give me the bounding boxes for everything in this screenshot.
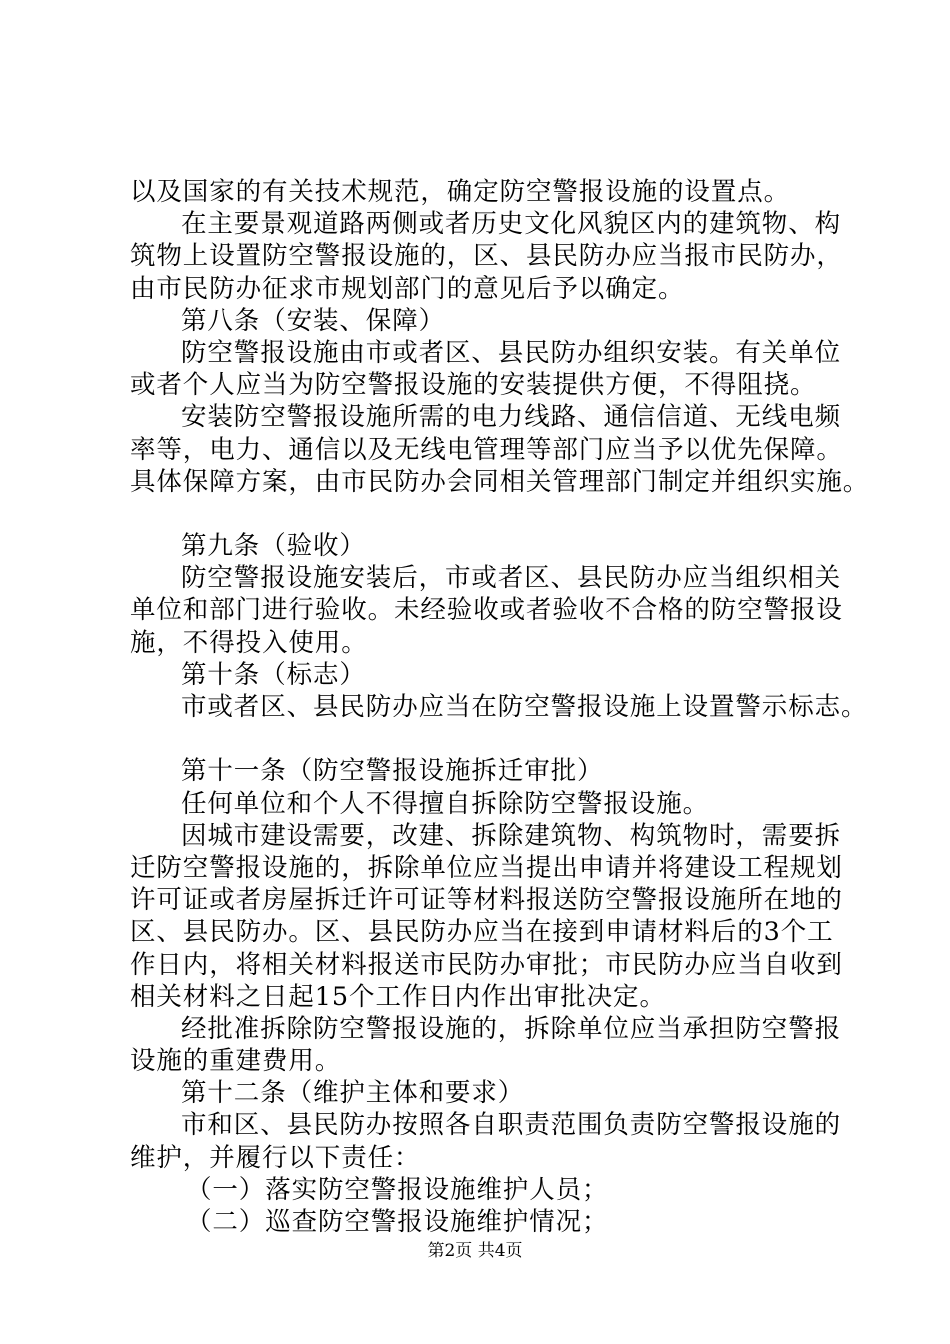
list-item: （二）巡查防空警报设施维护情况； [186,1207,609,1237]
page-number: 第2页 共4页 [427,1241,523,1261]
article-heading: 第十条（标志） [181,659,366,690]
article-heading: 第九条（验收） [181,531,366,562]
text-line: 迁防空警报设施的，拆除单位应当提出申请并将建设工程规划 [130,852,843,883]
blank-line [130,723,850,755]
text-line: 在主要景观道路两侧或者历史文化风貌区内的建筑物、构 [181,209,842,240]
text-line: 许可证或者房屋拆迁许可证等材料报送防空警报设施所在地的 [130,885,843,916]
text-line: 率等，电力、通信以及无线电管理等部门应当予以优先保障。 [130,434,843,465]
text-line: 施，不得投入使用。 [130,627,368,658]
text-line: 或者个人应当为防空警报设施的安装提供方便，不得阻挠。 [130,370,817,401]
text-line: 单位和部门进行验收。未经验收或者验收不合格的防空警报设 [130,595,843,626]
blank-line [130,498,850,530]
text-line: 作日内，将相关材料报送市民防办审批；市民防办应当自收到 [130,949,843,980]
text-line: 安装防空警报设施所需的电力线路、通信信道、无线电频 [181,402,842,433]
article-heading: 第十一条（防空警报设施拆迁审批） [181,756,604,787]
document-body [130,176,870,1238]
text-line: 设施的重建费用。 [130,1046,342,1077]
text-line: 市和区、县民防办按照各自职责范围负责防空警报设施的 [181,1110,842,1141]
text-line: 维护，并履行以下责任： [130,1142,421,1173]
text-line: 经批准拆除防空警报设施的，拆除单位应当承担防空警报 [181,1013,842,1044]
text-line: 具体保障方案，由市民防办会同相关管理部门制定并组织实施。 [130,466,870,497]
text-line: 筑物上设置防空警报设施的，区、县民防办应当报市民防办， [130,241,843,272]
text-line: 由市民防办征求市规划部门的意见后予以确定。 [130,273,685,304]
article-heading: 第八条（安装、保障） [181,305,446,336]
text-line: 防空警报设施安装后，市或者区、县民防办应当组织相关 [181,563,842,594]
text-line: 以及国家的有关技术规范，确定防空警报设施的设置点。 [130,177,791,207]
text-line: 因城市建设需要，改建、拆除建筑物、构筑物时，需要拆 [181,820,842,851]
list-item: （一）落实防空警报设施维护人员； [186,1174,609,1205]
text-line: 市或者区、县民防办应当在防空警报设施上设置警示标志。 [181,692,868,722]
text-line: 区、县民防办。区、县民防办应当在接到申请材料后的3个工 [130,917,834,948]
text-line: 相关材料之日起15个工作日内作出审批决定。 [130,981,666,1012]
text-line: 防空警报设施由市或者区、县民防办组织安装。有关单位 [181,337,842,368]
text-line: 任何单位和个人不得擅自拆除防空警报设施。 [181,788,710,819]
article-heading: 第十二条（维护主体和要求） [181,1078,525,1109]
